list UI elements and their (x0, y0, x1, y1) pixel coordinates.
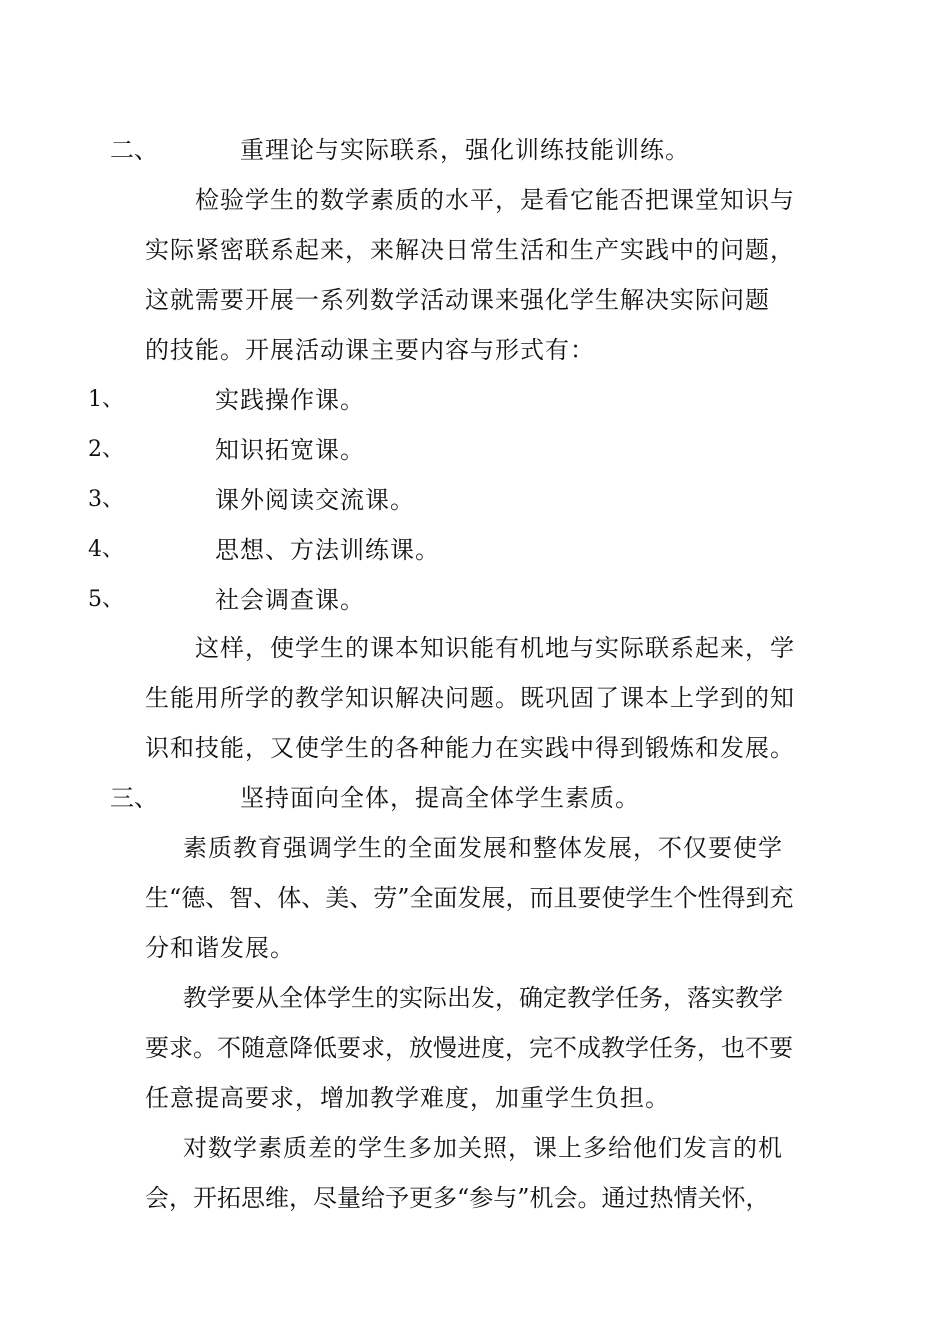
paragraph-line: 检验学生的数学素质的水平，是看它能否把课堂知识与 (195, 186, 795, 214)
paragraph-line: 会，开拓思维，尽量给予更多“参与”机会。通过热情关怀， (145, 1184, 770, 1212)
paragraph-line: 这就需要开展一系列数学活动课来强化学生解决实际问题 (145, 286, 770, 314)
list-item-text: 课外阅读交流课。 (215, 486, 415, 514)
list-item-number: 5、 (88, 587, 124, 612)
paragraph-line: 识和技能，又使学生的各种能力在实践中得到锻炼和发展。 (145, 734, 795, 762)
paragraph-line: 要求。不随意降低要求，放慢进度，完不成教学任务，也不要 (145, 1034, 793, 1062)
section-3-heading: 坚持面向全体，提高全体学生素质。 (240, 784, 640, 812)
list-item-text: 知识拓宽课。 (215, 436, 365, 464)
section-3-number: 三、 (110, 784, 158, 812)
paragraph-line: 分和谐发展。 (145, 934, 295, 962)
paragraph-line: 这样，使学生的课本知识能有机地与实际联系起来，学 (195, 634, 795, 662)
paragraph-line: 对数学素质差的学生多加关照，课上多给他们发言的机 (183, 1134, 783, 1162)
section-2-number: 二、 (110, 136, 158, 164)
list-item-text: 实践操作课。 (215, 386, 365, 414)
list-item-number: 2、 (88, 437, 124, 462)
paragraph-line: 生能用所学的教学知识解决问题。既巩固了课本上学到的知 (145, 684, 795, 712)
paragraph-line: 任意提高要求，增加教学难度，加重学生负担。 (145, 1084, 670, 1112)
list-item-text: 思想、方法训练课。 (215, 536, 440, 564)
paragraph-line: 素质教育强调学生的全面发展和整体发展，不仅要使学 (183, 834, 783, 862)
list-item-text: 社会调查课。 (215, 586, 365, 614)
list-item-number: 4、 (88, 537, 124, 562)
paragraph-line: 教学要从全体学生的实际出发，确定教学任务，落实教学 (183, 984, 783, 1012)
list-item-number: 3、 (88, 487, 124, 512)
section-2-heading: 重理论与实际联系，强化训练技能训练。 (240, 136, 690, 164)
paragraph-line: 实际紧密联系起来，来解决日常生活和生产实践中的问题， (145, 236, 795, 264)
paragraph-line: 的技能。开展活动课主要内容与形式有： (145, 336, 595, 364)
list-item-number: 1、 (88, 387, 124, 412)
paragraph-line: 生“德、智、体、美、劳”全面发展，而且要使学生个性得到充 (145, 884, 794, 912)
